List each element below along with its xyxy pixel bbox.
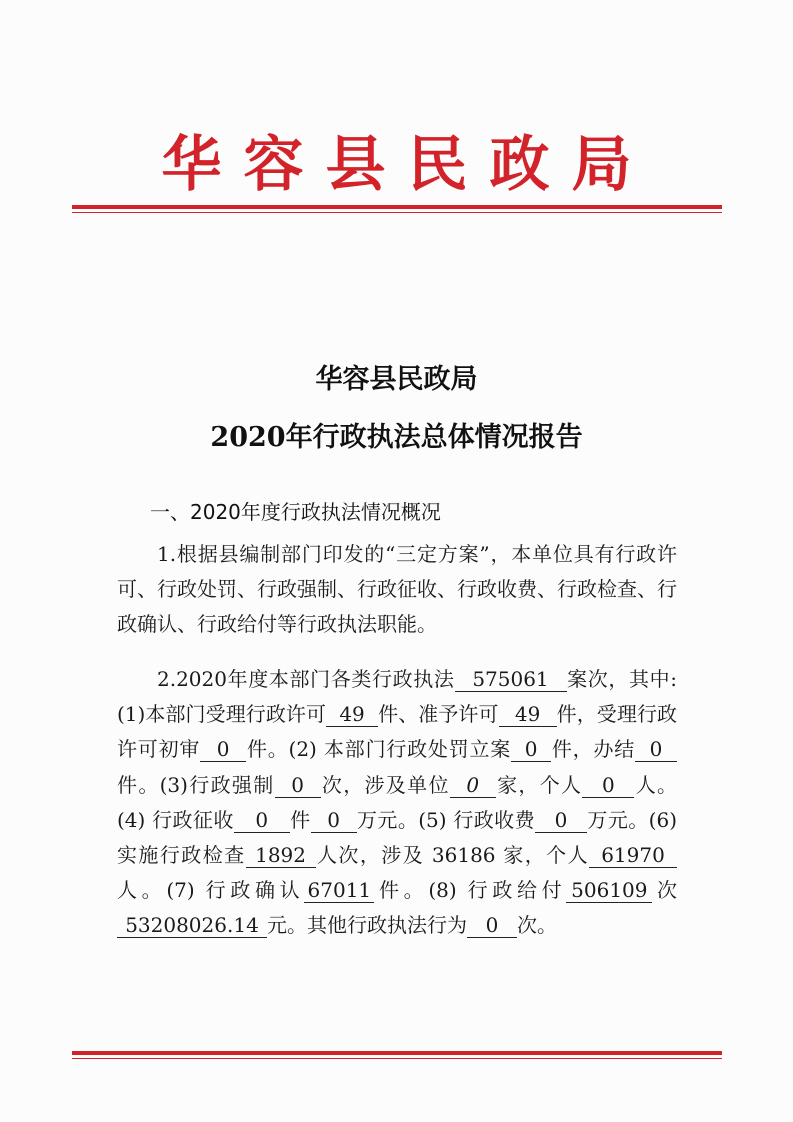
paragraph-2 xyxy=(117,662,677,944)
footer-rule-thick xyxy=(72,1051,722,1055)
text-run: 件。(2) 本部门行政处罚立案 xyxy=(246,737,512,762)
text-run: 万元。(6)实施行政检查 xyxy=(117,807,678,868)
fill-payment-amount: 53208026.14 xyxy=(117,913,267,938)
text-run: 件，办结 xyxy=(551,737,636,762)
text-run: 2.2020年度本部门各类行政执法 xyxy=(157,667,455,691)
text-run: 家，个人 xyxy=(495,772,583,797)
document-title-line1: 华容县民政局 xyxy=(315,364,478,395)
paragraph-1-text: 1.根据县编制部门印发的“三定方案”，本单位具有行政许可、行政处罚、行政强制、行政征收、行政收费、行政检查、行政确认、行政给付等行政执法职能。 xyxy=(117,542,677,637)
fill-payment-times: 506109 xyxy=(566,878,652,903)
masthead-rule-thick xyxy=(72,205,722,209)
masthead-title: 华容县民政局 xyxy=(161,130,654,200)
fill-coercion-units: 0 xyxy=(450,773,496,798)
fill-levy-count: 0 xyxy=(234,808,290,833)
document-title-line2: 2020年行政执法总体情况报告 xyxy=(210,422,583,453)
fill-license-accepted: 49 xyxy=(326,702,378,727)
footer-rule-thin xyxy=(72,1058,722,1059)
text-run: 件。(3)行政强制 xyxy=(117,772,275,797)
text-run: 案次，其中:(1)本部门受理行政许可 xyxy=(117,667,677,727)
text-run: 次。 xyxy=(517,913,557,938)
fill-penalty-filed: 0 xyxy=(511,737,551,762)
text-run: 元。其他行政执法行为 xyxy=(267,913,467,938)
text-run: 人。(7) 行政确认 xyxy=(117,878,305,903)
fill-preliminary-review: 0 xyxy=(200,737,246,762)
fill-levy-amount: 0 xyxy=(311,808,357,833)
text-run: 件、准予许可 xyxy=(378,702,499,727)
text-run: 次，涉及单位 xyxy=(320,772,450,797)
text-run: 人次，涉及 36186 家，个人 xyxy=(315,843,590,868)
fill-license-granted: 49 xyxy=(499,702,557,727)
fill-inspection-persons: 61970 xyxy=(589,843,677,868)
fill-other-actions: 0 xyxy=(467,913,517,938)
text-run: 件。(8) 行政给付 xyxy=(374,878,567,903)
fill-confirmation-count: 67011 xyxy=(304,878,374,903)
text-run: 万元。(5) 行政收费 xyxy=(356,807,536,832)
text-run: 次 xyxy=(652,878,678,903)
fill-inspection-count: 1892 xyxy=(246,843,316,868)
section-heading: 一、2020年度行政执法情况概况 xyxy=(150,500,441,524)
fill-coercion-count: 0 xyxy=(275,773,321,798)
fill-fee-amount: 0 xyxy=(535,808,587,833)
fill-penalty-closed: 0 xyxy=(635,737,677,762)
fill-total-cases: 575061 xyxy=(455,667,567,692)
text-run: 人。(4) 行政征收 xyxy=(117,772,678,832)
masthead-rule-thin xyxy=(72,212,722,213)
paragraph-1 xyxy=(117,537,677,643)
paragraph-2-text xyxy=(117,662,677,944)
fill-coercion-persons: 0 xyxy=(582,773,634,798)
text-run: 件，受理行政许可初审 xyxy=(117,702,678,762)
text-run: 件 xyxy=(289,807,311,832)
